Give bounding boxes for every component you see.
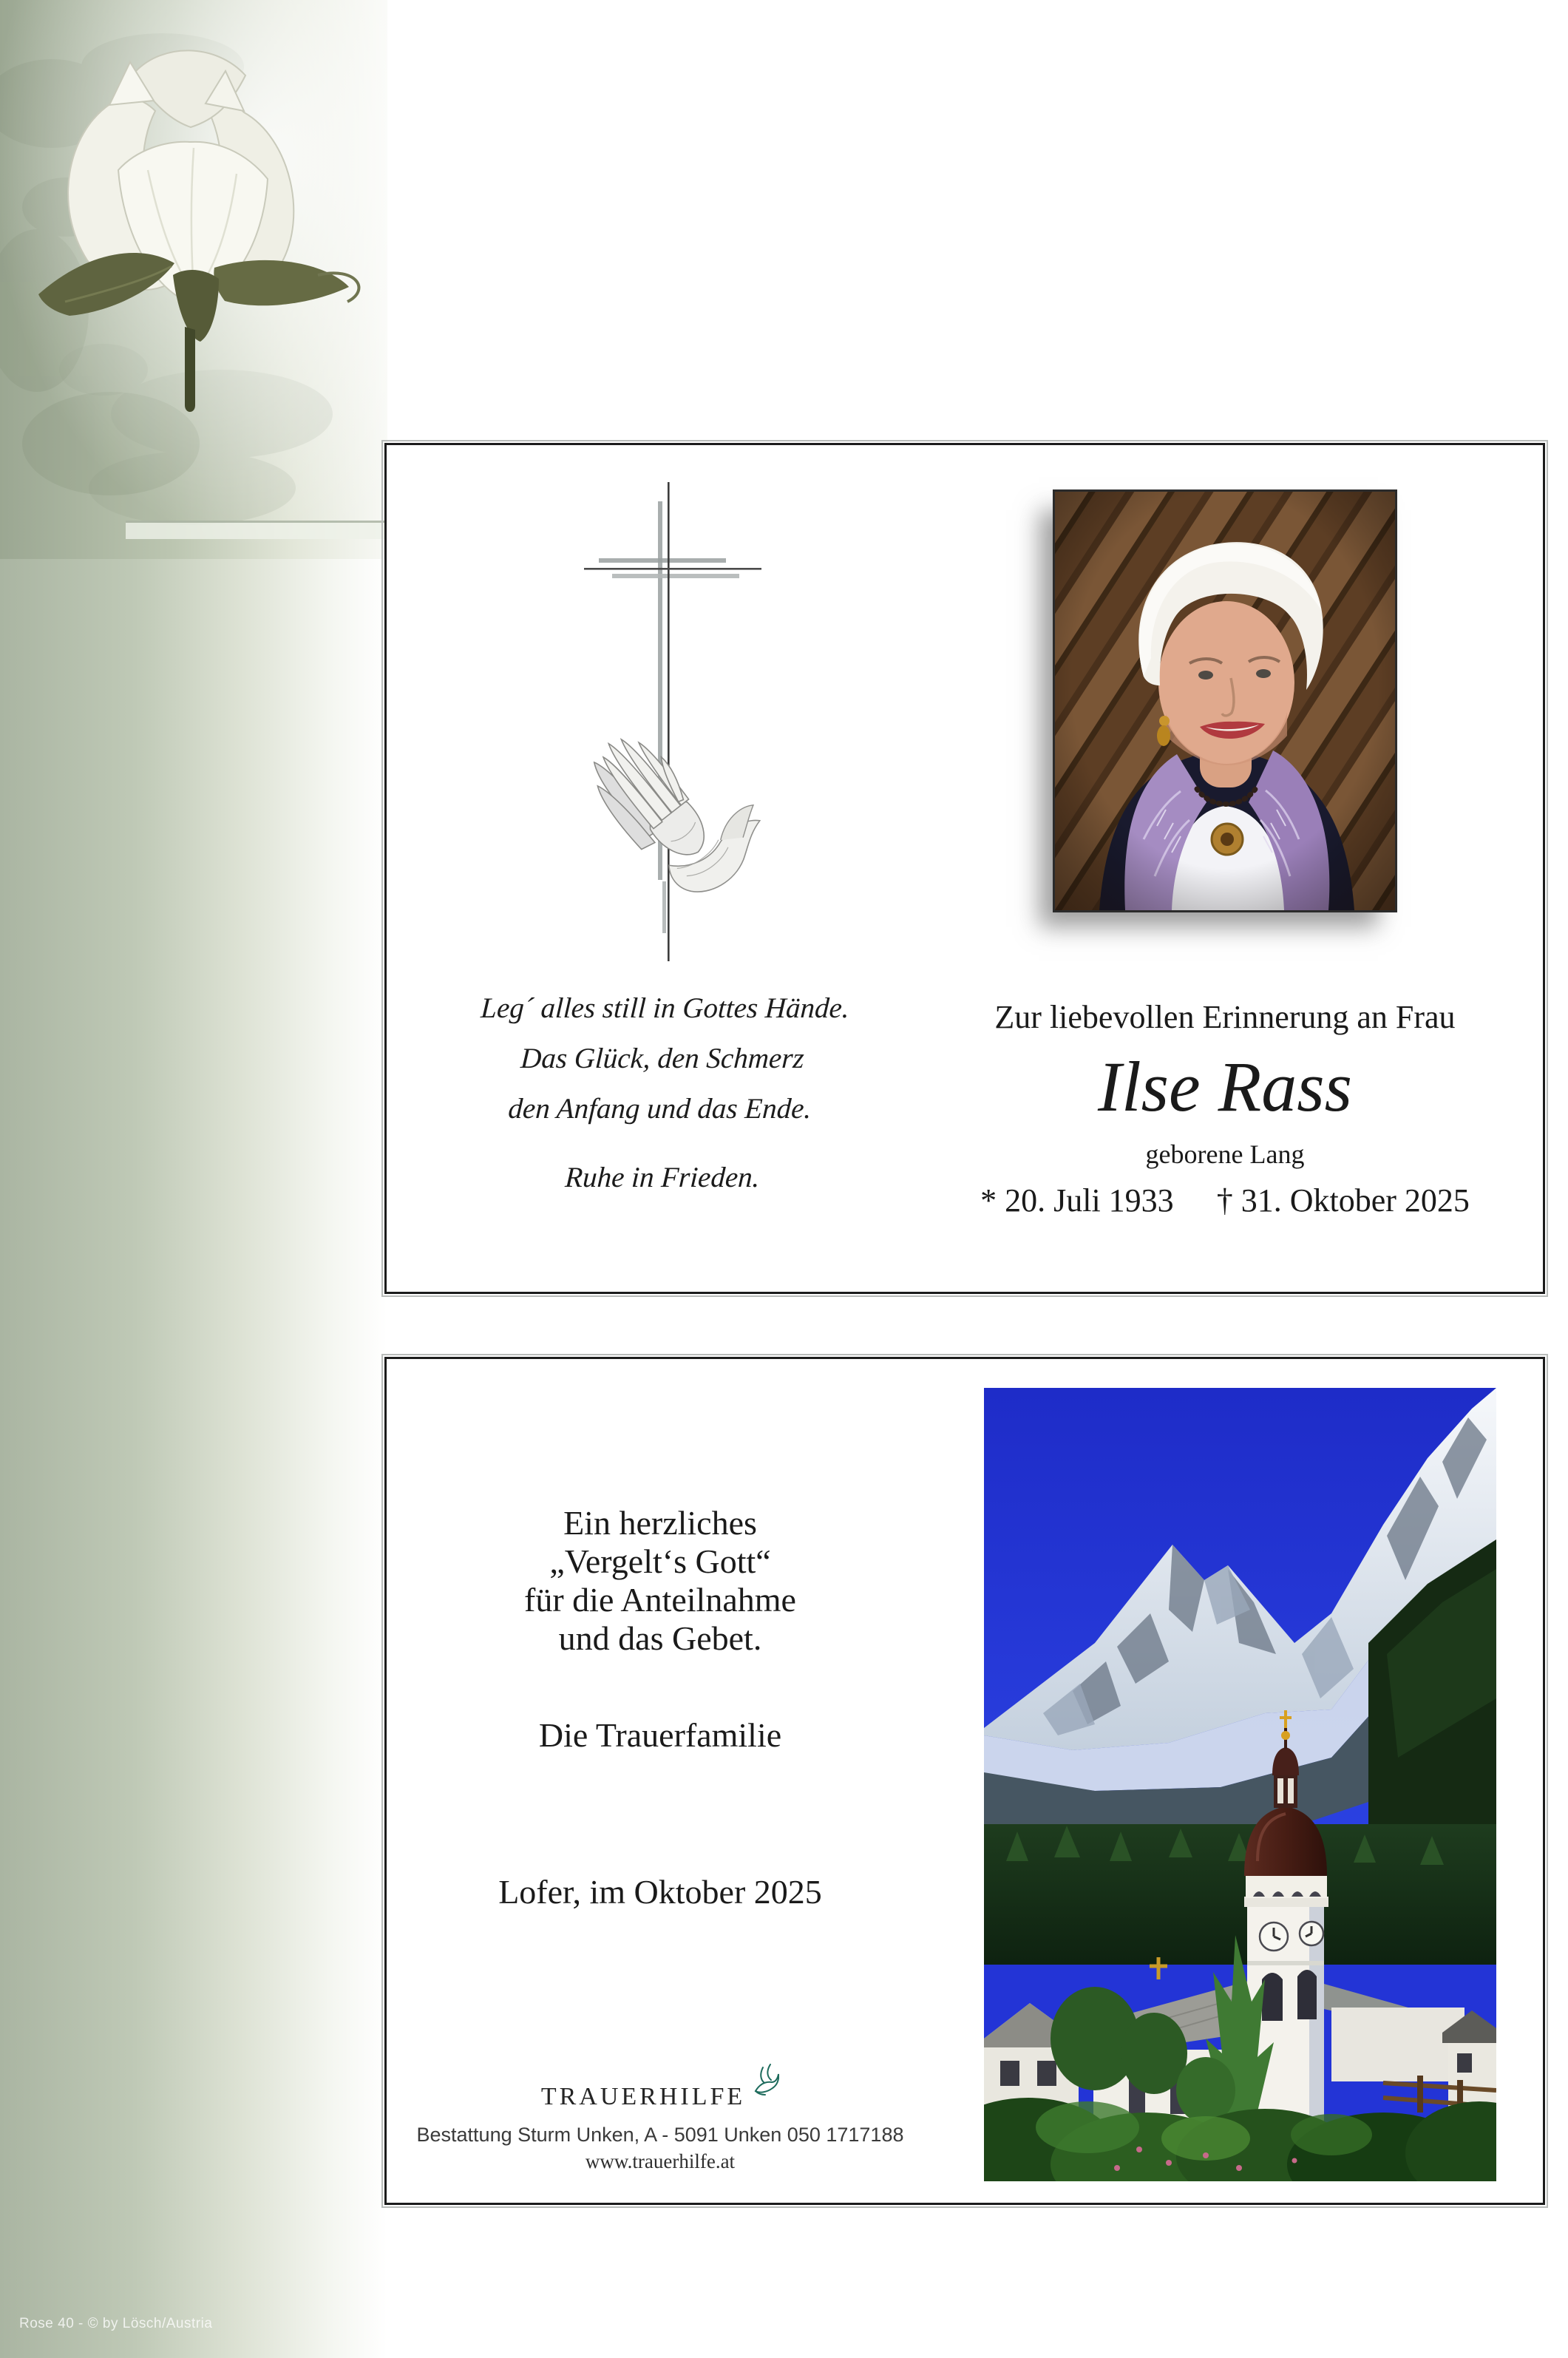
death-date: † 31. Oktober 2025 [1216, 1182, 1470, 1219]
memorial-card [384, 443, 1545, 1294]
left-decor-strip [0, 0, 387, 2358]
praying-hands-icon [577, 697, 780, 911]
thanks-text [394, 1504, 926, 1658]
intro-line: Zur liebevollen Erinnerung an Frau [994, 999, 1456, 1035]
verse-line: Das Glück, den Schmerz [520, 1043, 805, 1074]
funeral-home-logo [394, 2073, 926, 2111]
deceased-name: Ilse Rass [1098, 1047, 1352, 1126]
thanks-line: „Vergelt‘s Gott“ [549, 1542, 771, 1580]
thanks-line: und das Gebet. [558, 1619, 762, 1657]
thanks-line: für die Anteilnahme [524, 1581, 796, 1619]
family-signature: Die Trauerfamilie [538, 1716, 782, 1754]
white-rose-image [0, 0, 387, 559]
thanks-card [384, 1357, 1545, 2205]
thanks-line: Ein herzliches [563, 1504, 757, 1542]
life-dates [929, 1182, 1521, 1219]
birth-date: * 20. Juli 1933 [980, 1182, 1174, 1219]
verse-block [389, 983, 937, 1134]
cross-and-praying-hands-icon [577, 482, 769, 970]
copyright-credit: Rose 40 - © by Lösch/Austria [19, 2316, 213, 2331]
maiden-name: geborene Lang [1145, 1139, 1305, 1169]
trauerhilfe-brand: TRAUERHILFE [540, 2083, 746, 2110]
verse-line: Leg´ alles still in Gottes Hände. [480, 992, 850, 1024]
funeral-home-address: Bestattung Sturm Unken, A - 5091 Unken 050 1717188 [416, 2124, 904, 2146]
church-photo [984, 1388, 1496, 2181]
verse-line: den Anfang und das Ende. [507, 1093, 812, 1125]
portrait-photo [1053, 489, 1397, 912]
dove-icon [753, 2063, 779, 2101]
verse-closing: Ruhe in Frieden. [564, 1162, 761, 1193]
place-date: Lofer, im Oktober 2025 [498, 1873, 822, 1911]
funeral-home-website: www.trauerhilfe.at [585, 2150, 736, 2172]
